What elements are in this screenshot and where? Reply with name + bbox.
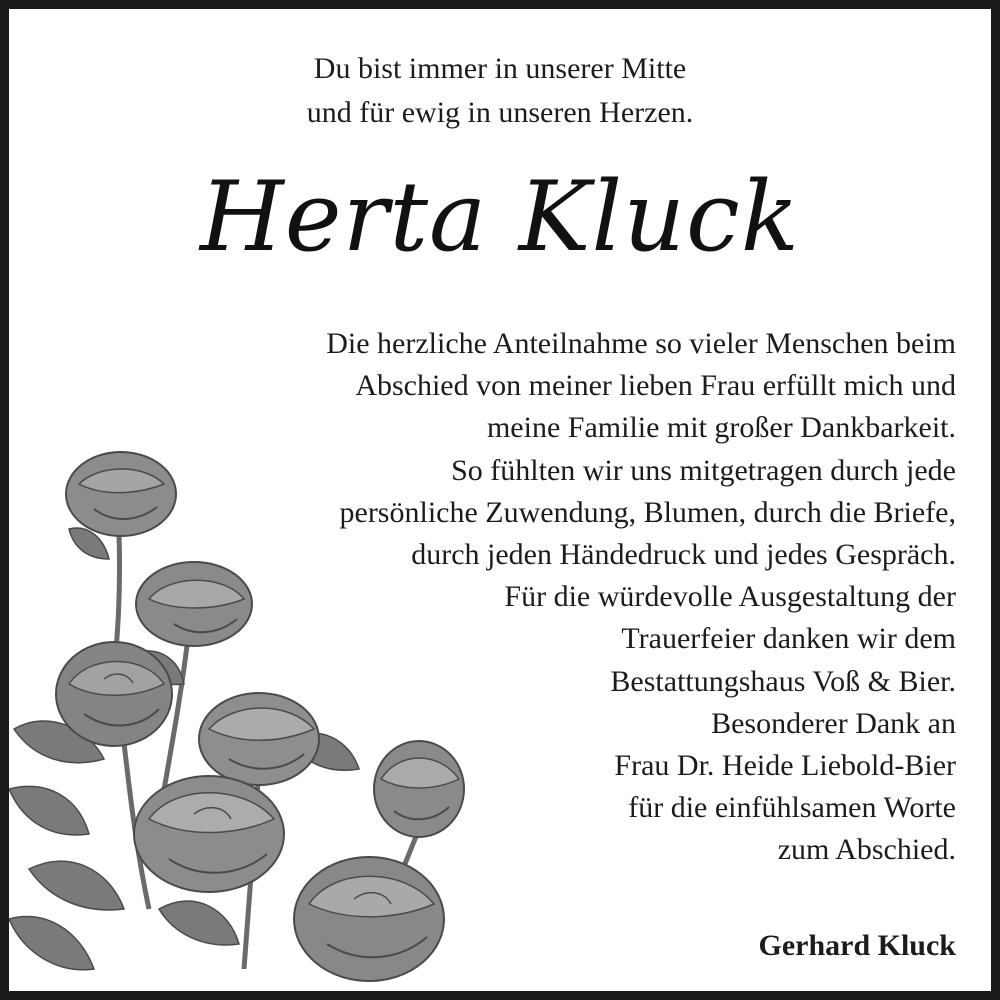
- motto: [9, 47, 991, 135]
- message-line: Bestattungshaus Voß & Bier.: [610, 664, 956, 698]
- message-line: durch jeden Händedruck und jedes Gespräch.: [411, 538, 956, 572]
- leaf: [29, 861, 124, 910]
- motto-line-1: Du bist immer in unserer Mitte: [313, 52, 687, 85]
- leaf: [9, 916, 94, 969]
- message-line: So fühlten wir uns mitgetragen durch jede: [451, 453, 956, 487]
- leaf: [9, 786, 89, 835]
- message-line: Frau Dr. Heide Liebold-Bier: [614, 749, 956, 783]
- rose-bottom-right: [294, 857, 444, 981]
- message-line: Abschied von meiner lieben Frau erfüllt mich und: [355, 369, 956, 403]
- leaf: [159, 901, 239, 945]
- message-line: Die herzliche Anteilnahme so vieler Menschen beim: [326, 327, 956, 360]
- message-line: persönliche Zuwendung, Blumen, durch die Briefe,: [339, 495, 956, 529]
- motto-line-2: und für ewig in unseren Herzen.: [306, 96, 694, 129]
- deceased-name: Herta Kluck: [200, 161, 800, 273]
- message-line: für die einfühlsamen Worte: [628, 791, 956, 825]
- message-line: Besonderer Dank an: [711, 706, 956, 740]
- message-line: zum Abschied.: [777, 833, 956, 867]
- signature: Gerhard Kluck: [758, 929, 956, 962]
- message-line: Trauerfeier danken wir dem: [621, 622, 956, 656]
- message-line: Für die würdevolle Ausgestaltung der: [504, 580, 956, 614]
- thank-you-message: [136, 323, 956, 872]
- message-line: meine Familie mit großer Dankbarkeit.: [486, 411, 956, 445]
